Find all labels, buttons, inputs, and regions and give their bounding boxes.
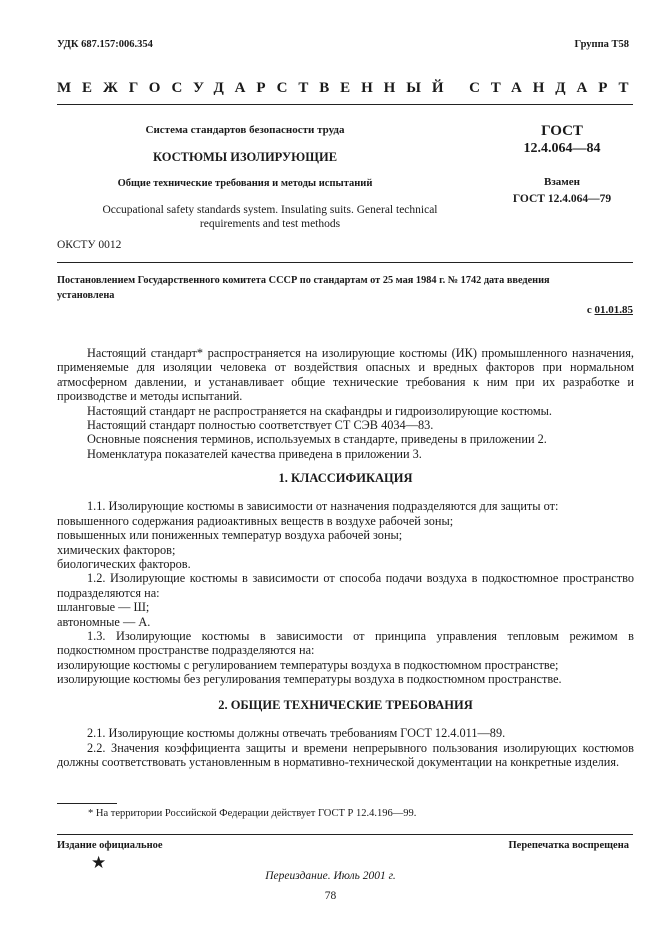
list-item: изолирующие костюмы без регулирования температуры воздуха в подкостюмном пространстве. [57,672,562,687]
standard-banner: МЕЖГОСУДАРСТВЕННЫЙ СТАНДАРТ [57,80,640,96]
effective-date [587,304,633,316]
list-item: биологических факторов. [57,557,191,572]
intro-paragraph: Основные пояснения терминов, используемых в стандарте, приведены в приложении 2. [87,432,547,447]
reissue-note: Переиздание. Июль 2001 г. [265,870,396,882]
clause-2-2: 2.2. Значения коэффициента защиты и времени непрерывного пользования изолирующих костюмов должны соответствовать установленным в нормативно-технической документации на конкретные изделия. [57,740,634,770]
group-code: Группа Т58 [574,39,629,50]
replaces-label: Взамен [544,176,580,188]
top-rule [57,104,633,105]
date-value: 01.01.85 [594,304,633,316]
intro-paragraph: Номенклатура показателей качества приведена в приложении 3. [87,446,422,461]
footnote: * На территории Российской Федерации действует ГОСТ Р 12.4.196—99. [88,808,417,819]
english-title-line1: Occupational safety standards system. Insulating suits. General technical [102,204,438,216]
clause-1-1: 1.1. Изолирующие костюмы в зависимости от назначения подразделяются для защиты от: [87,499,559,514]
clause-2-1: 2.1. Изолирующие костюмы должны отвечать требованиям ГОСТ 12.4.011—89. [87,726,506,741]
decree-text-line1: Постановлением Государственного комитета СССР по стандартам от 25 мая 1984 г. № 1742 дата введения [57,275,550,286]
replaces-value: ГОСТ 12.4.064—79 [512,193,612,205]
clause-1-2: 1.2. Изолирующие костюмы в зависимости от способа подачи воздуха в подкостюмное пространство подразделяются на: [57,571,634,600]
intro-paragraph: Настоящий стандарт не распространяется на скафандры и гидроизолирующие костюмы. [87,403,552,418]
date-prefix: с [586,304,592,316]
document-title: КОСТЮМЫ ИЗОЛИРУЮЩИЕ [152,150,338,164]
page-number: 78 [324,890,337,902]
section-general-requirements [57,698,634,770]
section-heading: 1. КЛАССИФИКАЦИЯ [278,471,413,485]
list-item: повышенного содержания радиоактивных веществ в воздухе рабочей зоны; [57,513,454,528]
list-item: автономные — А. [57,614,151,629]
list-item: шланговые — Ш; [57,600,150,615]
reprint-prohibited: Перепечатка воспрещена [508,840,629,851]
title-rule [57,262,633,263]
clause-1-3: 1.3. Изолирующие костюмы в зависимости от принципа управления тепловым режимом в подкостюмном пространстве подразделяются на: [57,629,634,658]
section-heading: 2. ОБЩИЕ ТЕХНИЧЕСКИЕ ТРЕБОВАНИЯ [218,698,473,712]
udc-code: УДК 687.157:006.354 [57,39,153,50]
list-item: химических факторов; [57,542,176,557]
star-icon: ★ [91,853,107,872]
english-title-line2: requirements and test methods [199,218,341,230]
official-edition: Издание официальное [57,840,163,851]
footnote-rule [57,803,117,804]
gost-label: ГОСТ [541,123,583,139]
oksty-code: ОКСТУ 0012 [57,239,122,251]
list-item: повышенных или пониженных температур воздуха рабочей зоны; [57,528,403,543]
gost-number: 12.4.064—84 [523,141,601,156]
intro-paragraph: Настоящий стандарт полностью соответствует СТ СЭВ 4034—83. [87,418,434,433]
intro-paragraph: Настоящий стандарт* распространяется на изолирующие костюмы (ИК) промышленного назначения, применяемые для изоляции человека от воздействия опасных и вредных факторов при нормальном атмосферном давлении, и устанавливает общие технические требования к ним при их разработке и производстве и методы испытаний. [57,346,634,404]
document-subtitle: Общие технические требования и методы испытаний [117,178,373,189]
list-item: изолирующие костюмы с регулированием температуры воздуха в подкостюмном пространстве; [57,657,559,672]
decree-text-line2: установлена [57,290,115,301]
section-classification [57,471,634,687]
system-title: Система стандартов безопасности труда [145,124,345,136]
intro-section [57,346,634,461]
footer-rule [57,834,633,835]
